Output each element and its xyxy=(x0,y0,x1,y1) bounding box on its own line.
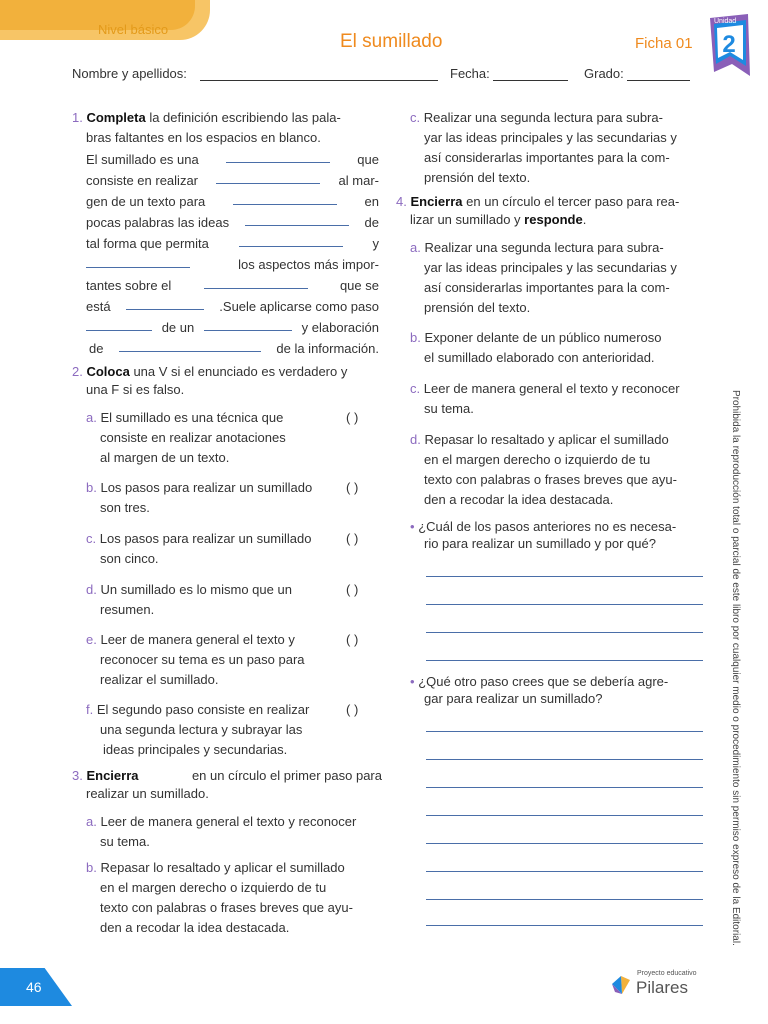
q1-t7a: tantes sobre el xyxy=(86,278,172,293)
q4-a-line1: Realizar una segunda lectura para subra- xyxy=(424,240,664,255)
question-2 xyxy=(72,363,382,399)
q1-t5b: y xyxy=(372,236,379,251)
q2-item-c xyxy=(86,529,386,569)
q2-a-line1: El sumillado es una técnica que xyxy=(100,410,284,425)
grade-field[interactable] xyxy=(627,80,690,81)
q1-verb: Completa xyxy=(86,110,146,125)
q2-a-answer-box[interactable]: ( ) xyxy=(346,410,359,425)
q4-d-line2: en el margen derecho o izquierdo de tu xyxy=(424,452,651,467)
date-label: Fecha: xyxy=(450,66,490,81)
q2-b-line1: Los pasos para realizar un sumillado xyxy=(100,480,313,495)
q4-verb: Encierra xyxy=(410,194,463,209)
q4-option-b[interactable] xyxy=(410,328,710,368)
grade-label: Grado: xyxy=(584,66,624,81)
q4-option-d[interactable] xyxy=(410,430,710,510)
copyright-side-note xyxy=(727,390,743,946)
unit-label: Unidad xyxy=(714,18,737,25)
name-field[interactable] xyxy=(200,80,438,81)
q2-d-line2: resumen. xyxy=(100,602,155,617)
q2-c-line2: son cinco. xyxy=(100,551,159,566)
q3-b-letter: b. xyxy=(86,860,97,875)
q2-item-d xyxy=(86,580,386,620)
side-note-text: Prohibida la reproducción total o parcial de este libro por cualquier medio o procedimiento sin permiso expreso de la Editorial. xyxy=(730,390,741,946)
pilares-logo-icon xyxy=(610,974,632,996)
q3-c-line4: prensión del texto. xyxy=(424,170,531,185)
q3-b-line3: texto con palabras o frases breves que ayu- xyxy=(100,900,353,915)
q1-blank-2[interactable] xyxy=(216,170,320,184)
q1-t1b: que xyxy=(357,152,379,167)
q1-t7b: que se xyxy=(339,278,379,293)
q3-c-line2: yar las ideas principales y las secundarias y xyxy=(424,130,677,145)
answer-line-b3[interactable] xyxy=(426,787,703,788)
date-field[interactable] xyxy=(493,80,568,81)
q3-option-c[interactable] xyxy=(410,108,710,188)
answer-line-a4[interactable] xyxy=(426,660,703,661)
q2-e-letter: e. xyxy=(86,632,97,647)
q3-c-line3: así considerarlas importantes para la com- xyxy=(424,150,670,165)
q1-t10a: de xyxy=(89,341,104,356)
q4-b-line1: Exponer delante de un público numeroso xyxy=(424,330,662,345)
q4-qb-line1: ¿Qué otro paso crees que se debería agre- xyxy=(418,674,669,689)
q2-a-line3: al margen de un texto. xyxy=(100,450,230,465)
q4-qb-bullet: • xyxy=(410,674,415,689)
q1-line2: bras faltantes en los espacios en blanco. xyxy=(86,130,321,145)
q1-t2a: consiste en realizar xyxy=(86,173,198,188)
q2-b-answer-box[interactable]: ( ) xyxy=(346,480,359,495)
q3-b-line2: en el margen derecho o izquierdo de tu xyxy=(100,880,327,895)
q4-a-line3: así considerarlas importantes para la com- xyxy=(424,280,670,295)
q4-d-letter: d. xyxy=(410,432,421,447)
q2-f-answer-box[interactable]: ( ) xyxy=(346,702,359,717)
q4-d-line3: texto con palabras o frases breves que ayu- xyxy=(424,472,677,487)
q1-blank-4[interactable] xyxy=(245,212,349,226)
answer-line-b6[interactable] xyxy=(426,871,703,872)
q4-c-letter: c. xyxy=(410,381,421,396)
q1-t6b: los aspectos más impor- xyxy=(238,257,379,272)
q1-t9b: de un xyxy=(161,320,195,335)
q4-line2a: lizar un sumillado y xyxy=(410,212,521,227)
q2-f-line1: El segundo paso consiste en realizar xyxy=(96,702,310,717)
q1-t4b: de xyxy=(364,215,379,230)
q1-blank-5[interactable] xyxy=(239,233,343,247)
answer-line-b7[interactable] xyxy=(426,899,703,900)
q4-line1: en un círculo el tercer paso para rea- xyxy=(466,194,680,209)
q2-e-line1: Leer de manera general el texto y xyxy=(100,632,295,647)
q3-verb: Encierra xyxy=(86,768,139,783)
q2-b-line2: son tres. xyxy=(100,500,150,515)
q4-option-c[interactable] xyxy=(410,379,710,419)
answer-line-a1[interactable] xyxy=(426,576,703,577)
q3-number: 3. xyxy=(72,768,83,783)
q4-qb-line2: gar para realizar un sumillado? xyxy=(424,691,603,706)
q1-blank-10[interactable] xyxy=(204,317,292,331)
page-title: El sumillado xyxy=(340,31,443,52)
q3-c-line1: Realizar una segunda lectura para subra- xyxy=(423,110,663,125)
q4-option-a[interactable] xyxy=(410,238,710,318)
q1-t9c: y elaboración xyxy=(301,320,379,335)
q1-t4a: pocas palabras las ideas xyxy=(86,215,230,230)
answer-line-b5[interactable] xyxy=(426,843,703,844)
q1-t2b: al mar- xyxy=(338,173,379,188)
question-4 xyxy=(396,193,708,229)
q3-a-line1: Leer de manera general el texto y reconocer xyxy=(100,814,357,829)
q2-item-f xyxy=(86,700,386,760)
q1-t10b: de la información. xyxy=(276,341,379,356)
q1-blank-6[interactable] xyxy=(86,254,190,268)
q1-blank-7[interactable] xyxy=(204,275,308,289)
q3-b-line4: den a recodar la idea destacada. xyxy=(100,920,290,935)
q4-a-letter: a. xyxy=(410,240,421,255)
q1-blank-1[interactable] xyxy=(226,149,330,163)
q1-t8a: está xyxy=(86,299,111,314)
page-number: 46 xyxy=(26,979,42,995)
answer-line-a2[interactable] xyxy=(426,604,703,605)
q3-a-letter: a. xyxy=(86,814,97,829)
q4-a-line2: yar las ideas principales y las secundarias y xyxy=(424,260,677,275)
q2-e-answer-box[interactable]: ( ) xyxy=(346,632,359,647)
q3-option-b[interactable] xyxy=(86,858,386,938)
q4-question-b xyxy=(410,673,710,707)
question-3 xyxy=(72,767,382,803)
q1-number: 1. xyxy=(72,110,83,125)
q2-c-letter: c. xyxy=(86,531,97,546)
q2-f-line2: una segunda lectura y subrayar las xyxy=(100,722,303,737)
q3-option-a[interactable] xyxy=(86,812,386,852)
q4-qa-line1: ¿Cuál de los pasos anteriores no es necesa- xyxy=(418,519,677,534)
q2-f-letter: f. xyxy=(86,702,94,717)
q4-question-a xyxy=(410,518,710,552)
brand-name: Pilares xyxy=(636,978,688,997)
q4-number: 4. xyxy=(396,194,407,209)
answer-line-b2[interactable] xyxy=(426,759,703,760)
q2-a-line2: consiste en realizar anotaciones xyxy=(100,430,286,445)
name-label: Nombre y apellidos: xyxy=(72,66,187,81)
q3-line1: en un círculo el primer paso para xyxy=(191,768,382,783)
q3-c-letter: c. xyxy=(410,110,421,125)
q1-blank-3[interactable] xyxy=(233,191,337,205)
q1-blank-11[interactable] xyxy=(119,338,261,352)
q2-line2: una F si es falso. xyxy=(86,382,185,397)
answer-line-b4[interactable] xyxy=(426,815,703,816)
q3-b-line1: Repasar lo resaltado y aplicar el sumillado xyxy=(100,860,345,875)
q4-c-line1: Leer de manera general el texto y reconocer xyxy=(423,381,680,396)
q2-e-line3: realizar el sumillado. xyxy=(100,672,219,687)
answer-line-b1[interactable] xyxy=(426,731,703,732)
question-1 xyxy=(72,108,382,148)
q3-line2: realizar un sumillado. xyxy=(86,786,209,801)
q1-t5a: tal forma que permita xyxy=(86,236,209,251)
q2-c-answer-box[interactable]: ( ) xyxy=(346,531,359,546)
q2-number: 2. xyxy=(72,364,83,379)
q4-a-line4: prensión del texto. xyxy=(424,300,531,315)
q2-b-letter: b. xyxy=(86,480,97,495)
q2-item-e xyxy=(86,630,386,690)
q1-paragraph xyxy=(86,149,379,359)
answer-line-b8[interactable] xyxy=(426,925,703,926)
q4-c-line2: su tema. xyxy=(424,401,474,416)
q3-a-line2: su tema. xyxy=(100,834,150,849)
sheet-number: Ficha 01 xyxy=(635,35,693,52)
q2-f-line3: ideas principales y secundarias. xyxy=(103,742,288,757)
q4-d-line1: Repasar lo resaltado y aplicar el sumillado xyxy=(424,432,669,447)
q2-d-line1: Un sumillado es lo mismo que un xyxy=(100,582,292,597)
q4-line2b: . xyxy=(582,212,587,227)
unit-badge xyxy=(708,14,752,80)
q1-t3a: gen de un texto para xyxy=(86,194,206,209)
q1-t1a: El sumillado es una xyxy=(86,152,199,167)
brand-subtitle: Proyecto educativo xyxy=(637,970,697,977)
unit-number: 2 xyxy=(722,31,736,58)
q2-line1: una V si el enunciado es verdadero y xyxy=(133,364,348,379)
q1-t8b: .Suele aplicarse como paso xyxy=(219,299,379,314)
q4-d-line4: den a recodar la idea destacada. xyxy=(424,492,614,507)
q4-verb2: responde xyxy=(524,212,583,227)
q4-b-line2: el sumillado elaborado con anterioridad. xyxy=(424,350,655,365)
q2-d-letter: d. xyxy=(86,582,97,597)
q2-a-letter: a. xyxy=(86,410,97,425)
q2-c-line1: Los pasos para realizar un sumillado xyxy=(99,531,312,546)
q1-blank-9[interactable] xyxy=(86,317,152,331)
q1-t3b: en xyxy=(364,194,379,209)
q4-qa-bullet: • xyxy=(410,519,415,534)
q1-line1: la definición escribiendo las pala- xyxy=(149,110,341,125)
level-label: Nivel básico xyxy=(98,22,169,37)
q4-b-letter: b. xyxy=(410,330,421,345)
q1-blank-8[interactable] xyxy=(126,296,204,310)
answer-line-a3[interactable] xyxy=(426,632,703,633)
q4-qa-line2: rio para realizar un sumillado y por qué? xyxy=(424,536,656,551)
q2-e-line2: reconocer su tema es un paso para xyxy=(100,652,305,667)
q2-item-a xyxy=(86,408,386,468)
q2-verb: Coloca xyxy=(86,364,130,379)
q2-item-b xyxy=(86,478,386,518)
q2-d-answer-box[interactable]: ( ) xyxy=(346,582,359,597)
